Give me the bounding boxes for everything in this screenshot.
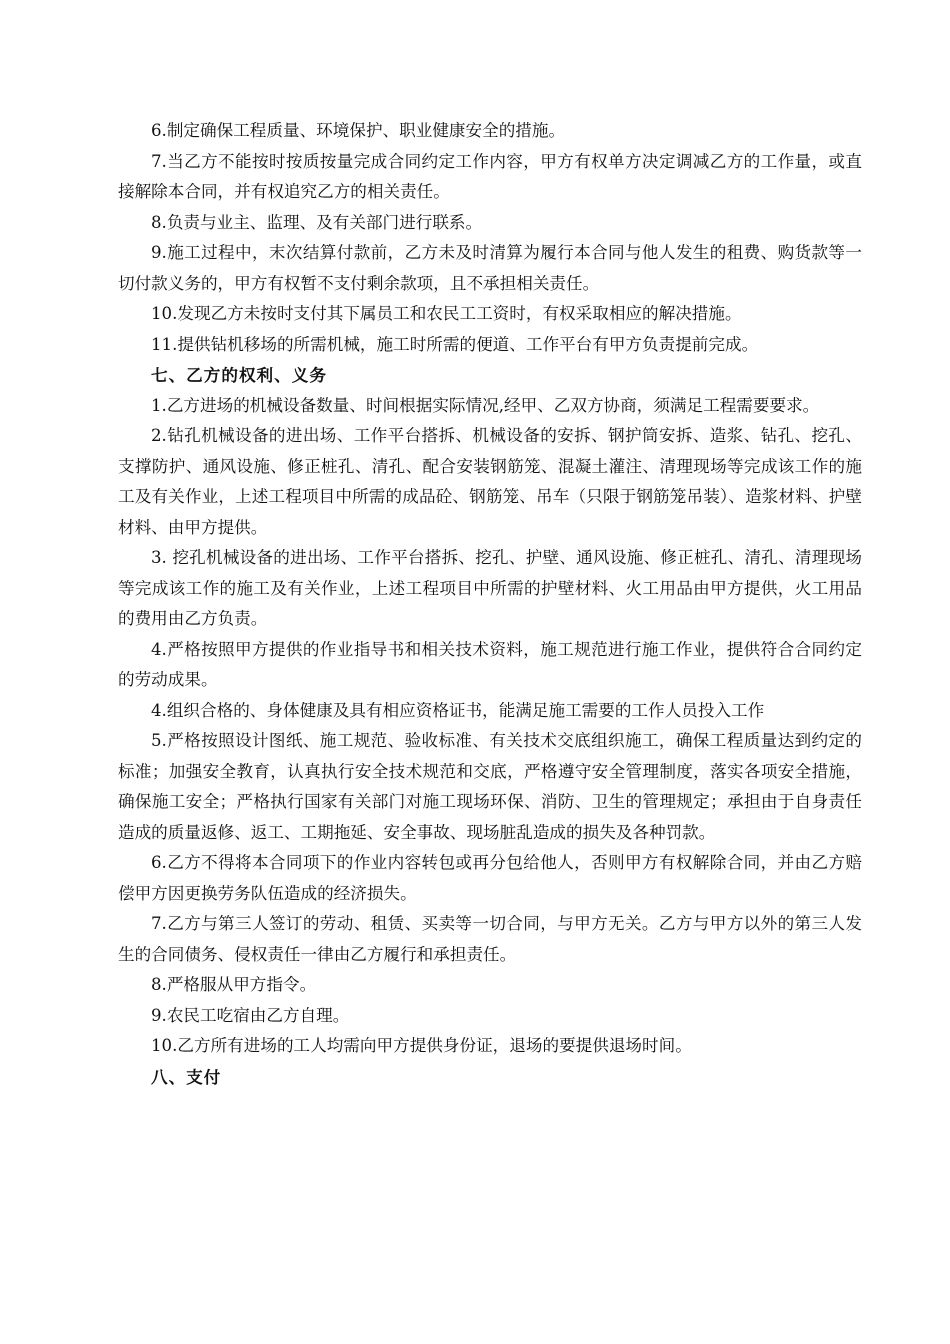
section-heading-party-b-rights: 七、乙方的权利、义务	[151, 365, 327, 385]
clause-b8-instructions: 8.严格服从甲方指令。	[151, 975, 317, 994]
clause-b7-third-party: 7.乙方与第三人签订的劳动、租赁、买卖等一切合同，与甲方无关。乙方与甲方以外的第三人发生的合同债务、侵权责任一律由乙方履行和承担责任。	[118, 914, 862, 964]
document-body	[118, 116, 862, 1092]
clause-6-quality-measures: 6.制定确保工程质量、环境保护、职业健康安全的措施。	[151, 121, 566, 140]
clause-b3-digging: 3. 挖孔机械设备的进出场、工作平台搭拆、挖孔、护壁、通风设施、修正桩孔、清孔、清理现场等完成该工作的施工及有关作业，上述工程项目中所需的护壁材料、火工用品由甲方提供，火工用品的费用由乙方负责。	[118, 548, 862, 628]
clause-b4-personnel: 4.组织合格的、身体健康及具有相应资格证书，能满足施工需要的工作人员投入工作	[151, 700, 765, 720]
clause-b1-equipment: 1.乙方进场的机械设备数量、时间根据实际情况,经甲、乙双方协商，须满足工程需要要求。	[151, 395, 820, 415]
clause-8-liaison: 8.负责与业主、监理、及有关部门进行联系。	[151, 212, 483, 232]
clause-10-wages: 10.发现乙方未按时支付其下属员工和农民工工资时，有权采取相应的解决措施。	[151, 304, 742, 323]
section-heading-payment: 八、支付	[151, 1066, 222, 1087]
clause-7-reduce-workload: 7.当乙方不能按时按质按量完成合同约定工作内容，甲方有权单方决定调减乙方的工作量，或直接解除本合同，并有权追究乙方的相关责任。	[118, 151, 862, 201]
clause-b5-construction: 5.严格按照设计图纸、施工规范、验收标准、有关技术交底组织施工，确保工程质量达到约定的标准；加强安全教育，认真执行安全技术规范和交底，严格遵守安全管理制度，落实各项安全措施，确保施工安全；严格执行国家有关部门对施工现场环保、消防、卫生的管理规定；承担由于自身责任造成的质量返修、返工、工期拖延、安全事故、现场脏乱造成的损失及各种罚款。	[118, 731, 862, 842]
clause-9-final-settlement: 9.施工过程中，末次结算付款前，乙方未及时清算为履行本合同与他人发生的租费、购货款等一切付款义务的，甲方有权暂不支付剩余款项，且不承担相关责任。	[118, 243, 862, 293]
clause-b2-drilling: 2.钻孔机械设备的进出场、工作平台搭拆、机械设备的安拆、钢护筒安拆、造浆、钻孔、挖孔、支撑防护、通风设施、修正桩孔、清孔、配合安装钢筋笼、混凝土灌注、清理现场等完成该工作的施工及有关作业，上述工程项目中所需的成品砼、钢筋笼、吊车（只限于钢筋笼吊装）、造浆材料、护壁材料、由甲方提供。	[118, 426, 862, 537]
clause-b10-identification: 10.乙方所有进场的工人均需向甲方提供身份证，退场的要提供退场时间。	[151, 1036, 692, 1055]
clause-11-machinery: 11.提供钻机移场的所需机械，施工时所需的便道、工作平台有甲方负责提前完成。	[151, 334, 759, 354]
clause-b4-guidance: 4.严格按照甲方提供的作业指导书和相关技术资料，施工规范进行施工作业，提供符合合同约定的劳动成果。	[118, 639, 862, 689]
clause-b6-subcontract: 6.乙方不得将本合同项下的作业内容转包或再分包给他人，否则甲方有权解除合同，并由乙方赔偿甲方因更换劳务队伍造成的经济损失。	[118, 853, 862, 903]
clause-b9-accommodation: 9.农民工吃宿由乙方自理。	[151, 1005, 350, 1025]
